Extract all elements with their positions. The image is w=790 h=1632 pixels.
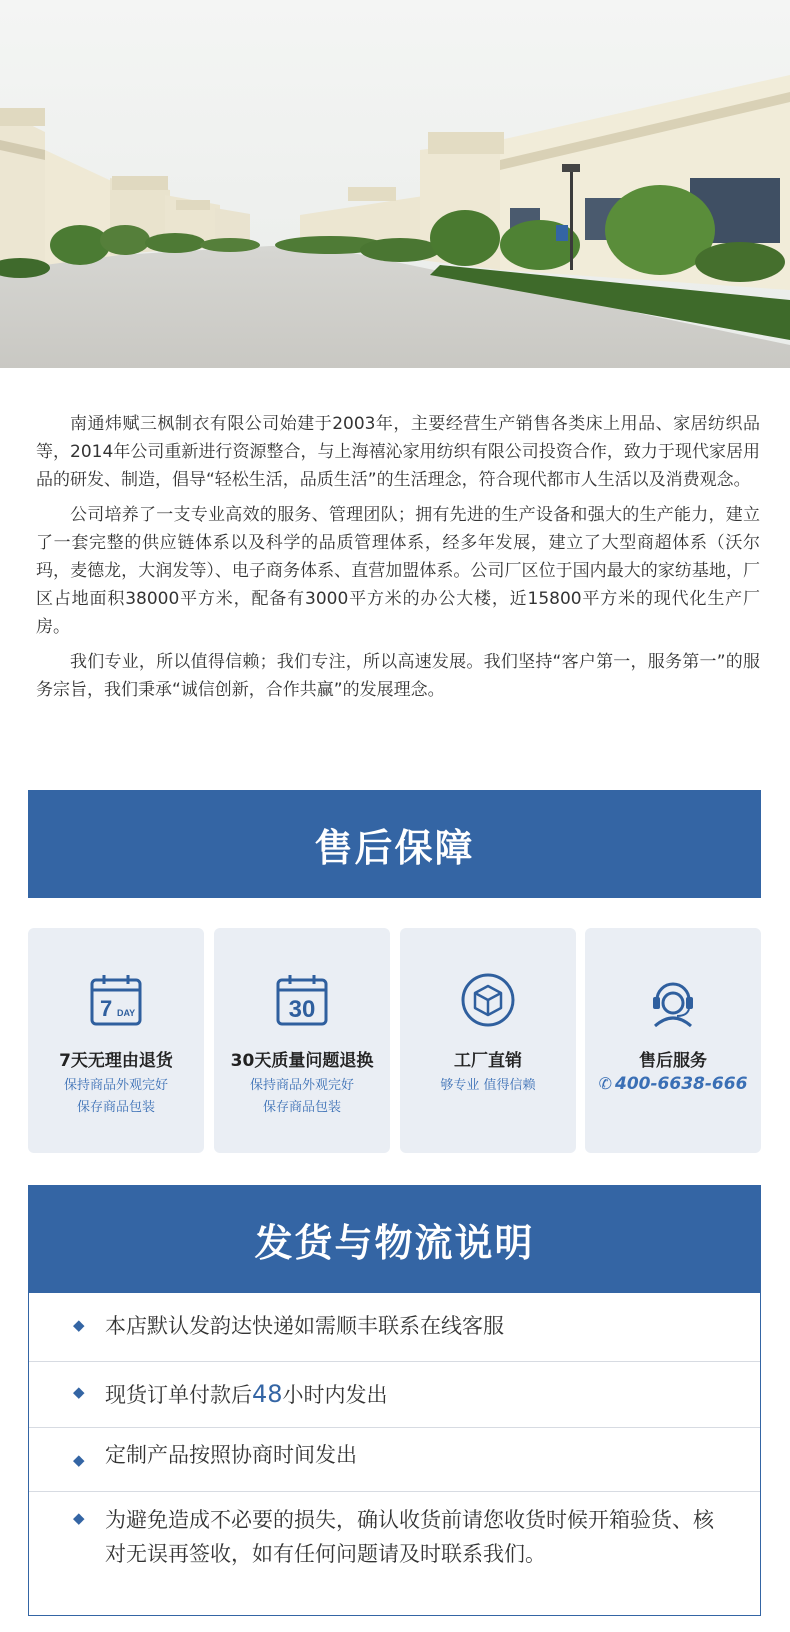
after-sales-title: 售后保障 [314, 825, 475, 870]
card-subtitle-line: 保存商品包装 [76, 1100, 155, 1115]
return-7-day-card [28, 928, 204, 1153]
calendar-30-icon [272, 970, 332, 1030]
list-item [29, 1491, 760, 1615]
factory-direct-card [400, 928, 576, 1153]
service-cards [28, 928, 761, 1153]
card-subtitle-line: 保持商品外观完好 [249, 1078, 354, 1093]
list-item [29, 1293, 760, 1362]
intro-paragraph: 我们专业，所以值得信赖；我们专注，所以高速发展。我们坚持“客户第一，服务第一”的服务宗旨，我们秉承“诚信创新，合作共赢”的发展理念。 [36, 652, 760, 700]
shipping-item-text: 本店默认发韵达快递如需顺丰联系在线客服 [105, 1314, 504, 1338]
shipping-list [28, 1293, 761, 1616]
calendar-7-day-icon [86, 970, 146, 1030]
return-30-day-card [214, 928, 390, 1153]
factory-box-icon [458, 970, 518, 1030]
card-subtitle-line: 保持商品外观完好 [63, 1078, 168, 1093]
card-title: 30天质量问题退换 [230, 1051, 374, 1071]
diamond-bullet-icon: ◆ [73, 1383, 85, 1401]
shipping-title: 发货与物流说明 [254, 1220, 535, 1265]
highlight-hours: 48 [252, 1380, 283, 1408]
company-intro [36, 410, 760, 711]
svg-text:30: 30 [288, 996, 316, 1023]
shipping-item-text: 定制产品按照协商时间发出 [105, 1443, 357, 1467]
svg-text:DAY: DAY [117, 1008, 136, 1018]
intro-paragraph: 南通炜赋三枫制衣有限公司始建于2003年，主要经营生产销售各类床上用品、家居纺织品等，2014年公司重新进行资源整合，与上海禧沁家用纺织有限公司投资合作，致力于现代家居用品的研发、制造，倡导“轻松生活，品质生活”的生活理念，符合现代都市人生活以及消费观念。 [36, 414, 760, 490]
shipping-item-text [105, 1377, 730, 1412]
service-phone[interactable] [585, 1074, 761, 1094]
card-title: 7天无理由退货 [59, 1051, 173, 1071]
after-sales-banner [28, 790, 761, 898]
card-subtitle [28, 1075, 204, 1119]
diamond-bullet-icon: ◆ [73, 1451, 85, 1469]
list-item [29, 1361, 760, 1428]
shipping-banner [28, 1185, 761, 1293]
factory-photo [0, 0, 790, 368]
intro-paragraph: 公司培养了一支专业高效的服务、管理团队；拥有先进的生产设备和强大的生产能力，建立了一套完整的供应链体系以及科学的品质管理体系，经多年发展，建立了大型商超体系（沃尔玛，麦德龙，大润发等）、电子商务体系、直营加盟体系。公司厂区位于国内最大的家纺基地，厂区占地面积38000平方米，配备有3000平方米的办公大楼，近15800平方米的现代化生产厂房。 [36, 505, 760, 637]
list-item [29, 1427, 760, 1492]
shipping-item-text: 为避免造成不必要的损失，确认收货前请您收货时候开箱验货、核对无误再签收，如有任何问题请及时联系我们。 [105, 1508, 714, 1566]
card-subtitle [400, 1075, 576, 1097]
card-subtitle-line: 够专业 值得信赖 [440, 1078, 536, 1093]
phone-number[interactable]: 400-6638-666 [615, 1074, 748, 1094]
shipping-item-text-part: 小时内发出 [282, 1383, 388, 1407]
diamond-bullet-icon: ◆ [73, 1316, 85, 1334]
card-title: 售后服务 [639, 1051, 707, 1071]
card-subtitle-line: 保存商品包装 [262, 1100, 341, 1115]
diamond-bullet-icon: ◆ [73, 1509, 85, 1527]
svg-text:7: 7 [100, 996, 113, 1021]
phone-icon: ✆ [598, 1074, 612, 1093]
customer-service-icon [643, 970, 703, 1030]
card-subtitle [214, 1075, 390, 1119]
customer-service-card [585, 928, 761, 1153]
shipping-item-text-part: 现货订单付款后 [105, 1383, 252, 1407]
card-title: 工厂直销 [454, 1051, 522, 1071]
